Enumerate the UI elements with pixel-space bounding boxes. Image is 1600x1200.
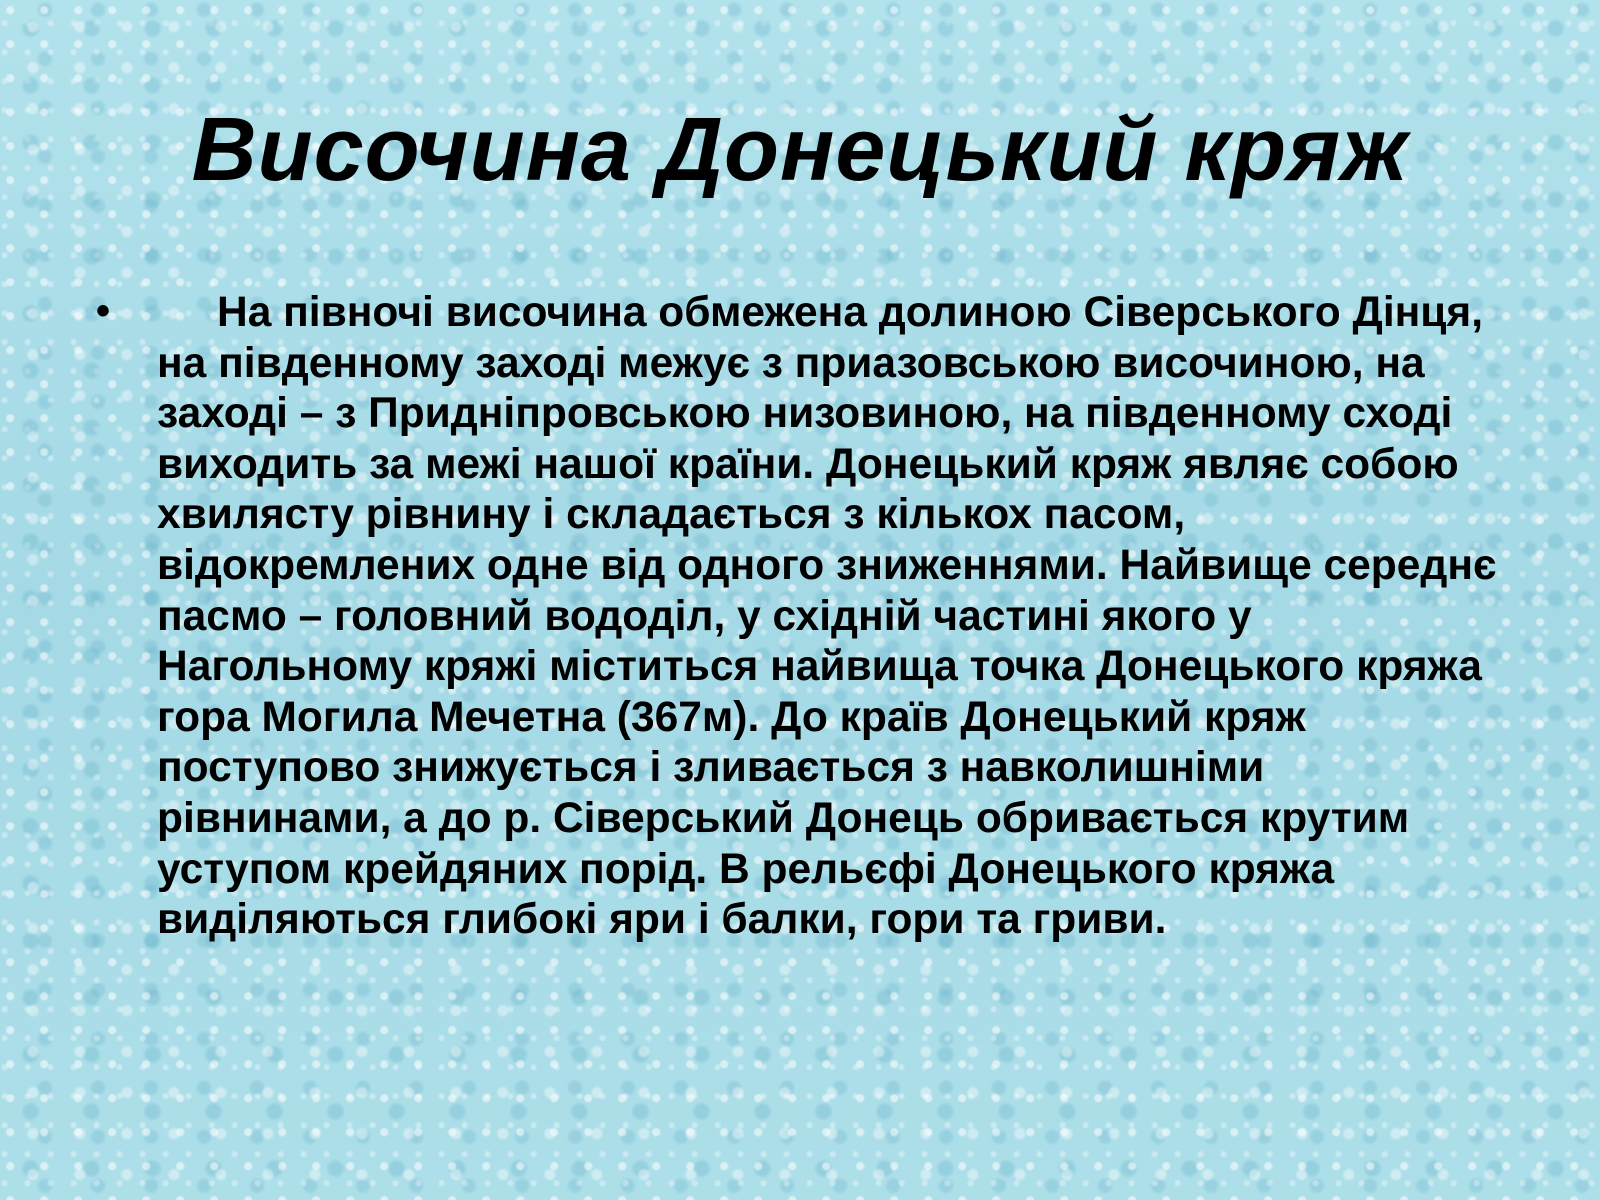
bullet-paragraph: На півночі височина обмежена долиною Сіверського Дінця, на південному заході межує з приазовською височиною, на заході – з Придніпровською низовиною, на південному сході виходить за межі нашої країни. Донецький кряж являє собою хвилясту рівнину і складається з кількох пасом, відокремлених одне від одного зниженнями. Найвище середнє пасмо – головний вододіл, у східній частині якого у Нагольному кряжі міститься найвища точка Донецького кряжа гора Могила Мечетна (367м). До країв Донецький кряж поступово знижується і зливається з навколишніми рівнинами, а до р. Сіверський Донець обривається крутим уступом крейдяних порід. В рельєфі Донецького кряжа виділяються глибокі яри і балки, гори та гриви.	[157, 289, 1497, 944]
bullet-marker: •	[96, 289, 111, 333]
slide-title: Височина Донецький кряж	[191, 100, 1409, 200]
